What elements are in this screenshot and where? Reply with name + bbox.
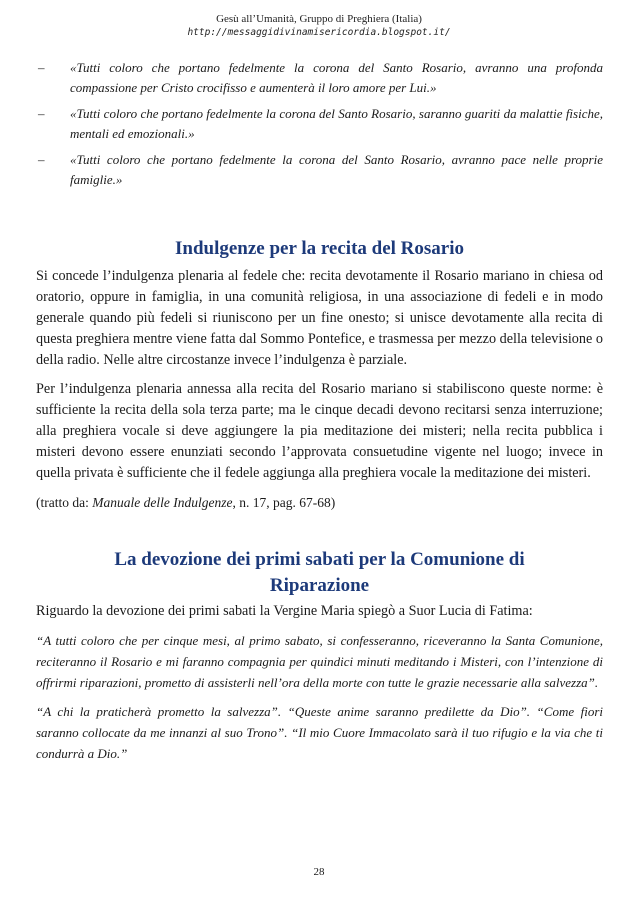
bullet-dash: – bbox=[38, 106, 45, 121]
sabati-quote-1: “A tutti coloro che per cinque mesi, al primo sabato, si confesseranno, riceveranno la Santa Comunione, reciteranno il Rosario e mi faranno compagnia per quindici minuti meditando i Misteri, con l’intenzione di offrirmi riparazioni, prometto di assisterli nell’ora della morte con tutte le grazie necessarie alla salvezza”. bbox=[36, 633, 603, 690]
bullet-dash: – bbox=[38, 152, 45, 167]
section-heading-primi-sabati: La devozione dei primi sabati per la Comunione di Riparazione bbox=[114, 549, 525, 596]
source-prefix: (tratto da: bbox=[36, 495, 93, 510]
header-url: http://messaggidivinamisericordia.blogspot.it/ bbox=[187, 27, 451, 38]
indulgenze-paragraph-2: Per l’indulgenza plenaria annessa alla recita del Rosario mariano si stabiliscono queste norme: è sufficiente la recita della sola terza parte; ma le cinque decadi devono recitarsi senza interruzione; alla preghiera vocale si deve aggiungere la pia meditazione dei misteri; nella recita pubblica i misteri devono essere enunziati secondo l’approvata consuetudine vigente nel luogo; invece in quella privata è sufficiente che il fedele aggiunga alla preghiera vocale la meditazione dei misteri. bbox=[36, 381, 603, 481]
bullet-dash: – bbox=[38, 60, 45, 75]
source-citation bbox=[36, 492, 603, 513]
list-item bbox=[36, 150, 603, 190]
page-content bbox=[36, 58, 603, 772]
list-item bbox=[36, 104, 603, 144]
page-header bbox=[0, 12, 638, 40]
indulgenze-paragraph-1: Si concede l’indulgenza plenaria al fedele che: recita devotamente il Rosario mariano in chiesa od oratorio, oppure in famiglia, in una comunità religiosa, in una associazione di fedeli e in modo generale quando più fedeli si riuniscono per un fine onesto; si unisce devotamente alla recita di questa preghiera mentre viene fatta dal Sommo Pontefice, e trasmessa per mezzo della televisione o della radio. Nelle altre circostanze invece l’indulgenza è parziale. bbox=[36, 268, 603, 368]
page-number: 28 bbox=[313, 866, 325, 878]
source-title: Manuale delle Indulgenze bbox=[92, 495, 233, 510]
sabati-quote-2: “A chi la praticherà prometto la salvezza”. “Queste anime saranno predilette da Dio”. “Come fiori saranno collocate da me innanzi al suo Trono”. “Il mio Cuore Immacolato sarà il tuo rifugio e la via che ti condurrà a Dio.” bbox=[36, 704, 603, 761]
section-heading-indulgenze: Indulgenze per la recita del Rosario bbox=[174, 238, 465, 259]
promise-list bbox=[36, 58, 603, 190]
list-item-text: «Tutti coloro che portano fedelmente la corona del Santo Rosario, avranno pace nelle proprie famiglie.» bbox=[70, 152, 603, 187]
sabati-paragraph-1: Riguardo la devozione dei primi sabati la Vergine Maria spiegò a Suor Lucia di Fatima: bbox=[36, 603, 533, 619]
list-item-text: «Tutti coloro che portano fedelmente la corona del Santo Rosario, avranno una profonda compassione per Cristo crocifisso e aumenterà il loro amore per Lui.» bbox=[70, 60, 603, 95]
list-item-text: «Tutti coloro che portano fedelmente la corona del Santo Rosario, saranno guariti da malattie fisiche, mentali ed emozionali.» bbox=[70, 106, 603, 141]
header-title: Gesù all’Umanità, Gruppo di Preghiera (Italia) bbox=[216, 13, 422, 25]
list-item bbox=[36, 58, 603, 98]
source-suffix: , n. 17, pag. 67-68) bbox=[232, 495, 336, 510]
